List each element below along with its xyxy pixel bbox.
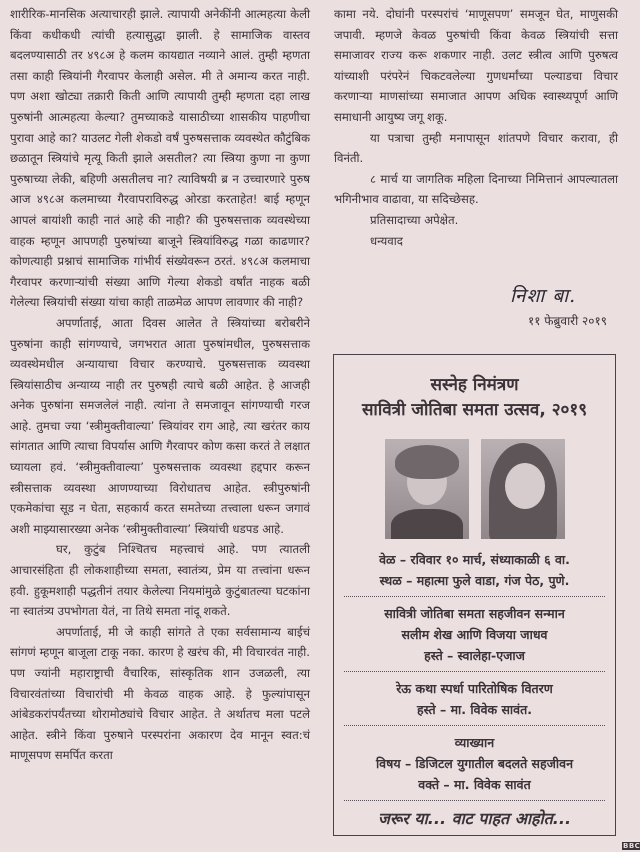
award-presenter: हस्ते – स्वालेहा-एजाज	[424, 648, 525, 663]
closing-thanks: धन्यवाद	[370, 233, 403, 248]
portraits	[334, 439, 615, 539]
paragraph: या पत्राचा तुम्ही मनापासून शांतपणे विचार करावा, ही विनंती.	[334, 130, 618, 166]
paragraph: ८ मार्च या जागतिक महिला दिनाच्या निमित्तानं आपल्यातला भगिनीभाव वाढावा, या सदिच्छेसह.	[334, 171, 618, 207]
letter-left-column	[10, 4, 310, 766]
lecture-topic: विषय – डिजिटल युगातील बदलते सहजीवन	[375, 756, 574, 771]
letter-date: ११ फेब्रुवारी २०१९	[528, 314, 607, 328]
portrait-savitribai-phule	[481, 439, 565, 539]
invitation-heading: सस्नेह निमंत्रण	[430, 375, 519, 395]
event-title: सावित्री जोतिबा समता उत्सव, २०१९	[361, 400, 588, 420]
award-title: सावित्री जोतिबा समता सहजीवन सन्मान	[384, 606, 565, 621]
watermark-logo: BBC	[623, 842, 640, 850]
paragraph: कामा नये. दोघांनी परस्परांचं ‘माणूसपण’ समजून घेत, माणुसकी जपावी. म्हणजे केवळ पुरुषांची किंवा केवळ स्त्रियांची सत्ता समाजावर राज्य करू शकणार नाही. उलट स्त्रीत्व आणि पुरुषत्व यांच्याशी परंपरेनं चिकटवलेल्या गुणधर्मांच्या पल्याडचा विचार करणाऱ्या माणसांच्या समाजात आपण अधिक स्वास्थ्यपूर्ण आणि समाधानी आयुष्य जगू शकू.	[334, 7, 618, 124]
invitation-box	[333, 354, 616, 836]
signature: निशा बा.	[510, 285, 577, 307]
paragraph: अपर्णाताई, आता दिवस आलेत ते स्त्रियांच्या बरोबरीने पुरुषांना काही सांगण्याचे, जगभरात आता पुरुषांमधील, पुरुषसत्ताक व्यवस्थेमधील अन्यायाचा विचार करण्याचे. पुरुषसत्ताक व्यवस्था स्त्रियांसाठीच अन्याय्य नाही तर पुरुषही त्याचे बळी आहेत. हे आजही अनेक पुरुषांना समजलेलं नाही. त्यांना ते समजावून सांगण्याची गरज आहे. तुमचा ज्या ‘स्त्रीमुक्तीवाल्या’ स्त्रियांवर राग आहे, त्या खरंतर काय सांगतात आणि त्याचा विपर्यास आणि गैरवापर कोण कसा करतं ते लक्षात घ्यायला हवं. ‘स्त्रीमुक्तीवाल्या’ पुरुषसत्ताक व्यवस्था हद्दपार करून स्त्रीसत्ताक व्यवस्था आणण्याच्या विरोधातच आहेत. स्त्रीपुरुषांनी एकमेकांचा सूड न घेता, सहकार्य करत समतेच्या तत्त्वाला धरून जगावं अशी माझ्यासारख्या अनेक ‘स्त्रीमुक्तीवाल्या’ स्त्रियांची धडपड आहे.	[10, 315, 310, 536]
lecture-speaker: वक्ते – मा. विवेक सावंत	[418, 777, 531, 792]
paragraph: शारीरिक-मानसिक अत्याचारही झाले. त्यापायी अनेकींनी आत्महत्या केली किंवा कधीकधी त्यांची हत्यासुद्धा झाली. हे सामाजिक वास्तव बदलण्यासाठी तर ४९८अ हे कलम कायद्यात नव्याने आलं. तुम्ही म्हणता तसा काही स्त्रियांनी गैरवापर केलाही असेल. मी ते अमान्य करत नाही. पण अशा खोट्या तक्रारी किती आणि त्यापायी तुम्ही म्हणता दहा लाख पुरुषांनी आत्महत्या केल्या? तुमच्याकडे यासाठीच्या शासकीय पाहणीचा पुरावा आहे का? याउलट गेली शेकडो वर्षं पुरुषसत्ताक व्यवस्थेत कौटुंबिक छळातून स्त्रियांचे मृत्यू किती झाले असतील? त्या स्त्रिया कुणा ना कुणा पुरुषाच्या लेकी, बहिणी असतीलच ना? त्याविषयी ब्र न उच्चारणारे पुरुष आज ४९८अ कलमाच्या गैरवापराविरुद्ध ओरडा करताहेत! बाई म्हणून आपलं बायांशी काही नातं आहे की नाही? की पुरुषसत्ताक व्यवस्थेच्या वाहक म्हणून आपणही पुरुषांच्या बाजूने स्त्रियांविरुद्ध गळा काढणार? कोणत्याही प्रश्नाचं सामाजिक गांभीर्य संख्येवरून ठरतं. ४९८अ कलमाचा गैरवापर करणाऱ्यांची संख्या आणि गेल्या शेकडो वर्षांत नाहक बळी गेलेल्या स्त्रियांची संख्या यांचा काही ताळमेळ आपण लावणार की नाही?	[10, 7, 310, 310]
contest-presenter: हस्ते – मा. विवेक सावंत.	[417, 702, 532, 717]
invitation-footer: जरूर या... वाट पाहत आहोत...	[377, 809, 572, 828]
paragraph: घर, कुटुंब निश्चितच महत्त्वाचं आहे. पण त्यातली आचारसंहिता ही लोकशाहीच्या समता, स्वातंत्र्य, प्रेम या तत्त्वांना धरून हवी. हुकूमशाही पद्धतीनं तयार केलेल्या नियमांमुळे कुटुंबातल्या घटकांना ना स्वातंत्र्य उपभोगता येतं, ना तिथे समता नांदू शकते.	[10, 542, 310, 619]
divider	[344, 596, 605, 597]
portrait-mahatma-phule	[385, 439, 469, 539]
letter-right-column	[334, 4, 618, 251]
divider	[344, 671, 605, 672]
awardees: सलीम शेख आणि विजया जाधव	[401, 627, 548, 642]
paragraph: अपर्णाताई, मी जे काही सांगते ते एका सर्वसामान्य बाईचं सांगणं म्हणून बाजूला टाकू नका. कारण हे खरंच की, मी विचारवंत नाही. पण ज्यांनी महाराष्ट्राची वैचारिक, सांस्कृतिक शान उजळली, त्या विचारवंतांच्या विचारांची मी केवळ वाहक आहे. हे फुल्यांपासून आंबेडकरांपर्यंतच्या थोरामोठ्यांचे विचार आहेत. ते अर्थातच मला पटले आहेत. स्त्रीने किंवा पुरुषाने परस्परांना अकारण देव मानून स्वत:चं माणूसपण समर्पित करता	[10, 624, 310, 763]
event-time: वेळ – रविवार १० मार्च, संध्याकाळी ६ वा.	[379, 552, 570, 567]
divider	[344, 725, 605, 726]
divider	[344, 800, 605, 801]
contest-title: रेऊ कथा स्पर्धा पारितोषिक वितरण	[396, 681, 553, 696]
lecture-label: व्याख्यान	[454, 735, 495, 750]
event-venue: स्थळ – महात्मा फुले वाडा, गंज पेठ, पुणे.	[379, 573, 570, 588]
closing-line: प्रतिसादाच्या अपेक्षेत.	[370, 212, 459, 227]
